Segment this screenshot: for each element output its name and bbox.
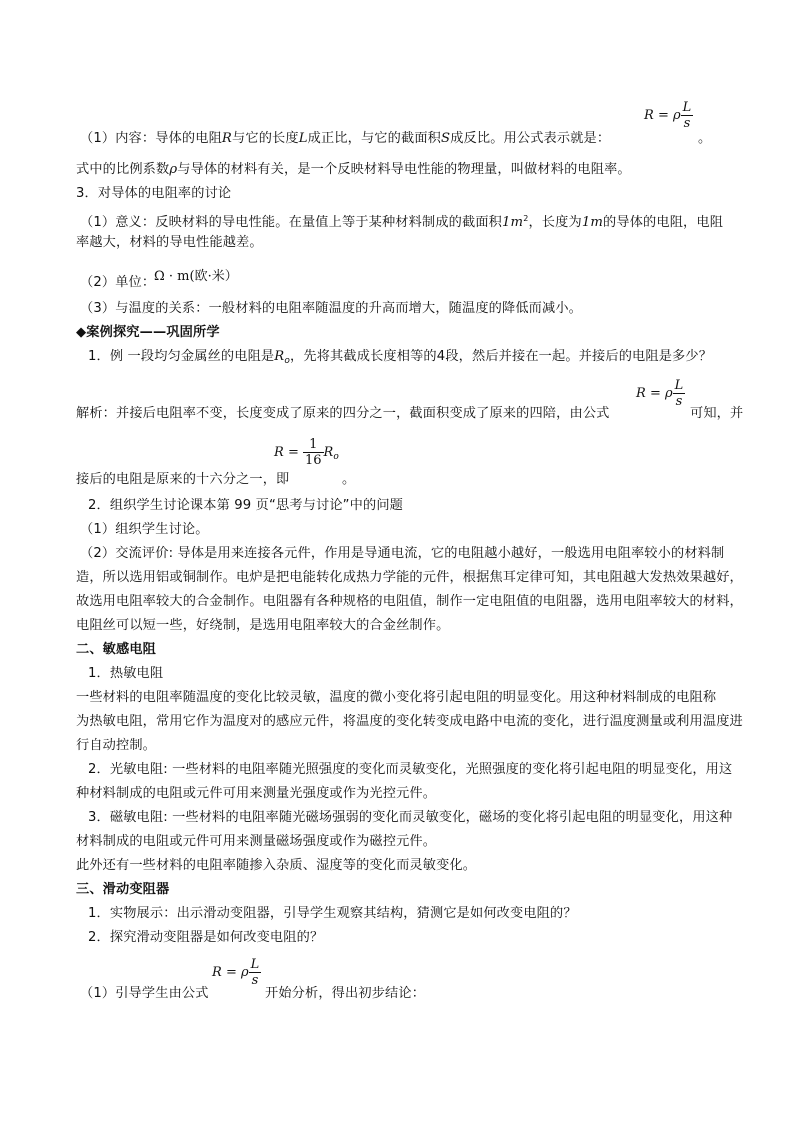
thermistor-line-3: 行自动控制。 (76, 738, 157, 753)
discussion-step-2-line-2: 造，所以选用铝或铜制作。电炉是把电能转化成热力学能的元件，根据焦耳定律可知，其电阻越大发热效果越好， (76, 570, 743, 585)
rheostat-step-1: 1．实物展示：出示滑动变阻器，引导学生观察其结构，猜测它是如何改变电阻的？ (88, 906, 577, 921)
photoresistor-line-1: 2．光敏电阻: 一些材料的电阻率随光照强度的变化而灵敏变化，光照强度的变化将引起电阻的明显变化，用这 (88, 762, 733, 777)
resistivity-definition: 式中的比例系数ρ与导体的材料有关，是一个反映材料导电性能的物理量，叫做材料的电阻率。 (76, 162, 631, 177)
solution-result-formula: R = $\frac{1}{16}$ $R_o$ (274, 437, 339, 468)
rheostat-formula: R = ρ $\frac{L}{s}$ (212, 957, 260, 988)
solution-line-2-end: 。 (342, 472, 356, 487)
thermistor-title: 1．热敏电阻 (88, 666, 164, 681)
temperature-relation: （3）与温度的关系：一般材料的电阻率随温度的升高而增大，随温度的降低而减小。 (80, 301, 583, 316)
rheostat-step-2-1: （1）引导学生由公式 (80, 986, 209, 1001)
discussion-title: 2．组织学生讨论课本第 99 页“思考与讨论”中的问题 (88, 498, 404, 513)
solution-formula: R = ρ $\frac{L}{s}$ (636, 378, 684, 409)
section-rheostat: 三、滑动变阻器 (76, 882, 170, 897)
discussion-step-2-line-4: 电阻丝可以短一些，好绕制，是选用电阻率较大的合金丝制作。 (76, 618, 450, 633)
thermistor-line-2: 为热敏电阻，常用它作为温度对的感应元件，将温度的变化转变成电路中电流的变化，进行温度测量或利用温度进 (76, 714, 743, 729)
unit-value: Ω · m(欧·米） (154, 269, 238, 284)
thermistor-line-1: 一些材料的电阻率随温度的变化比较灵敏，温度的微小变化将引起电阻的明显变化。用这种材料制成的电阻称 (76, 690, 717, 705)
photoresistor-line-2: 种材料制成的电阻或元件可用来测量光强度或作为光控元件。 (76, 786, 437, 801)
discussion-step-2-line-3: 故选用电阻率较大的合金制作。电阻器有各种规格的电阻值，制作一定电阻值的电阻器，选用电阻率较大的材料， (76, 594, 743, 609)
other-sensitive-note: 此外还有一些材料的电阻率随掺入杂质、湿度等的变化而灵敏变化。 (76, 858, 477, 873)
solution-line-2: 接后的电阻是原来的十六分之一，即 (76, 472, 290, 487)
rheostat-step-2-1-end: 开始分析，得出初步结论： (265, 986, 426, 1001)
discussion-step-1: （1）组织学生讨论。 (80, 522, 209, 537)
resistance-formula: R = ρ $\frac{L}{s}$ (644, 100, 692, 131)
rheostat-step-2: 2．探究滑动变阻器是如何改变电阻的？ (88, 930, 324, 945)
formula-end-mark: 。 (698, 131, 712, 146)
example-question: 1．例 一段均匀金属丝的电阻是$R_o$，先将其截成长度相等的4段，然后并接在一起。并接后的电阻是多少？ (88, 349, 713, 366)
discussion-step-2-line-1: （2）交流评价: 导体是用来连接各元件，作用是导通电流，它的电阻越小越好，一般选用电阻率较小的材料制 (80, 546, 725, 561)
section-sensitive-resistors: 二、敏感电阻 (76, 642, 157, 657)
meaning-line-2: 率越大，材料的导电性能越差。 (76, 235, 263, 250)
solution-line-1: 解析：并接后电阻率不变，长度变成了原来的四分之一，截面积变成了原来的四陪，由公式 (76, 406, 610, 421)
content-paragraph: （1）内容：导体的电阻R与它的长度L成正比，与它的截面积S成反比。用公式表示就是： (80, 131, 611, 146)
solution-line-1-end: 可知，并 (690, 406, 744, 421)
case-study-heading: ◆案例探究——巩固所学 (76, 325, 220, 340)
magnetoresistor-line-1: 3．磁敏电阻: 一些材料的电阻率随光磁场强弱的变化而灵敏变化，磁场的变化将引起电阻的明显变化，用这种 (88, 810, 733, 825)
section-heading-3: 3．对导体的电阻率的讨论 (76, 186, 232, 201)
magnetoresistor-line-2: 材料制成的电阻或元件可用来测量磁场强度或作为磁控元件。 (76, 834, 437, 849)
meaning-line-1: （1）意义：反映材料的导电性能。在量值上等于某种材料制成的截面积$1m^2$，长度为1m的导体的电阻，电阻 (80, 214, 724, 230)
unit-line: （2）单位： (80, 275, 156, 290)
